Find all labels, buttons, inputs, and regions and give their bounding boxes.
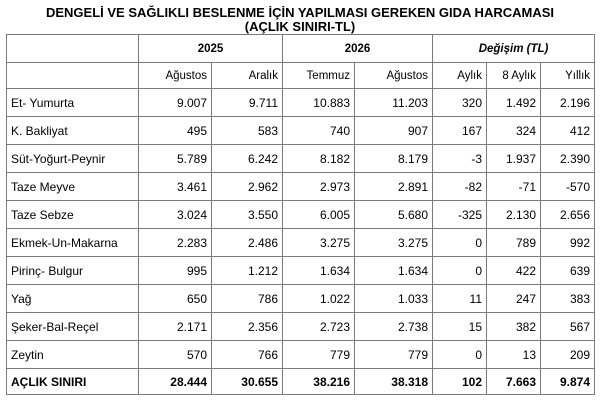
table-cell: -3 <box>433 145 487 173</box>
table-cell: 247 <box>487 285 541 313</box>
table-row <box>7 257 595 285</box>
table-cell: 992 <box>541 229 595 257</box>
row-label: Zeytin <box>7 341 139 369</box>
table-cell: 2.973 <box>283 173 355 201</box>
table-cell: 15 <box>433 313 487 341</box>
table-row <box>7 229 595 257</box>
table-cell: 5.789 <box>139 145 212 173</box>
table-cell: 639 <box>541 257 595 285</box>
row-label: Taze Meyve <box>7 173 139 201</box>
table-cell: 320 <box>433 89 487 117</box>
total-label: AÇLIK SINIRI <box>7 369 139 395</box>
table-cell: 2.196 <box>541 89 595 117</box>
table-cell: -325 <box>433 201 487 229</box>
row-label: Et- Yumurta <box>7 89 139 117</box>
table-cell: 786 <box>212 285 283 313</box>
table-cell: 6.005 <box>283 201 355 229</box>
title-line: DENGELİ VE SAĞLIKLI BESLENME İÇİN YAPILMASI GEREKEN GIDA HARCAMASI <box>45 5 554 20</box>
table-cell: 167 <box>433 117 487 145</box>
table-cell: 2.356 <box>212 313 283 341</box>
table-cell: 2.486 <box>212 229 283 257</box>
table-cell: -82 <box>433 173 487 201</box>
total-cell: 7.663 <box>487 369 541 395</box>
document <box>6 6 594 395</box>
table-cell: 3.024 <box>139 201 212 229</box>
table-cell: 1.492 <box>487 89 541 117</box>
table-cell: 10.883 <box>283 89 355 117</box>
column-header: Temmuz <box>283 63 355 89</box>
table-cell: 567 <box>541 313 595 341</box>
row-label: Ekmek-Un-Makarna <box>7 229 139 257</box>
table-cell: 650 <box>139 285 212 313</box>
row-label: Yağ <box>7 285 139 313</box>
table-cell: 3.275 <box>355 229 433 257</box>
table-cell: 570 <box>139 341 212 369</box>
row-label: Süt-Yoğurt-Peynir <box>7 145 139 173</box>
table-cell: 995 <box>139 257 212 285</box>
table-cell: 382 <box>487 313 541 341</box>
table-cell: 2.283 <box>139 229 212 257</box>
table-row <box>7 145 595 173</box>
subtitle-line: (AÇLIK SINIRI-TL) <box>244 19 356 34</box>
table-cell: 2.723 <box>283 313 355 341</box>
table-row <box>7 201 595 229</box>
header-row-years <box>7 35 595 63</box>
table-cell: 1.937 <box>487 145 541 173</box>
table-cell: 383 <box>541 285 595 313</box>
empty-label-cell <box>7 63 139 89</box>
table-cell: 583 <box>212 117 283 145</box>
table-cell: 8.179 <box>355 145 433 173</box>
column-header: 8 Aylık <box>487 63 541 89</box>
table-cell: 0 <box>433 257 487 285</box>
table-row <box>7 285 595 313</box>
table-cell: 11.203 <box>355 89 433 117</box>
table-cell: 1.634 <box>283 257 355 285</box>
column-header: Ağustos <box>139 63 212 89</box>
column-header: Ağustos <box>355 63 433 89</box>
table-row <box>7 313 595 341</box>
table-cell: 2.656 <box>541 201 595 229</box>
table-cell: 0 <box>433 229 487 257</box>
table-cell: -570 <box>541 173 595 201</box>
column-header: Aylık <box>433 63 487 89</box>
table-cell: 8.182 <box>283 145 355 173</box>
table-cell: 2.130 <box>487 201 541 229</box>
table-cell: 2.891 <box>355 173 433 201</box>
table-row <box>7 117 595 145</box>
table-cell: 907 <box>355 117 433 145</box>
table-cell: 3.550 <box>212 201 283 229</box>
table-cell: 13 <box>487 341 541 369</box>
row-label: Taze Sebze <box>7 201 139 229</box>
table-cell: -71 <box>487 173 541 201</box>
table-cell: 766 <box>212 341 283 369</box>
table-cell: 2.390 <box>541 145 595 173</box>
table-cell: 1.022 <box>283 285 355 313</box>
table-cell: 740 <box>283 117 355 145</box>
table-row <box>7 341 595 369</box>
table-cell: 9.007 <box>139 89 212 117</box>
table-cell: 789 <box>487 229 541 257</box>
table-cell: 2.171 <box>139 313 212 341</box>
row-label: K. Bakliyat <box>7 117 139 145</box>
total-cell: 9.874 <box>541 369 595 395</box>
column-header: Yıllık <box>541 63 595 89</box>
row-label: Şeker-Bal-Reçel <box>7 313 139 341</box>
total-cell: 38.216 <box>283 369 355 395</box>
header-row-months <box>7 63 595 89</box>
table-cell: 412 <box>541 117 595 145</box>
table-cell: 2.962 <box>212 173 283 201</box>
table-row <box>7 89 595 117</box>
table-cell: 1.212 <box>212 257 283 285</box>
table-cell: 1.033 <box>355 285 433 313</box>
table-cell: 6.242 <box>212 145 283 173</box>
table-cell: 324 <box>487 117 541 145</box>
food-expense-table <box>6 34 595 395</box>
total-row <box>7 369 595 395</box>
table-cell: 1.634 <box>355 257 433 285</box>
table-cell: 3.275 <box>283 229 355 257</box>
table-cell: 779 <box>283 341 355 369</box>
total-cell: 28.444 <box>139 369 212 395</box>
total-cell: 38.318 <box>355 369 433 395</box>
table-title <box>6 6 594 34</box>
table-cell: 0 <box>433 341 487 369</box>
row-label: Pirinç- Bulgur <box>7 257 139 285</box>
total-cell: 102 <box>433 369 487 395</box>
table-cell: 2.738 <box>355 313 433 341</box>
empty-corner-cell <box>7 35 139 63</box>
table-cell: 3.461 <box>139 173 212 201</box>
table-cell: 11 <box>433 285 487 313</box>
table-cell: 422 <box>487 257 541 285</box>
year-2026-header: 2026 <box>283 35 433 63</box>
table-cell: 495 <box>139 117 212 145</box>
total-cell: 30.655 <box>212 369 283 395</box>
table-cell: 9.711 <box>212 89 283 117</box>
table-cell: 779 <box>355 341 433 369</box>
table-row <box>7 173 595 201</box>
table-cell: 5.680 <box>355 201 433 229</box>
column-header: Aralık <box>212 63 283 89</box>
change-header: Değişim (TL) <box>433 35 595 63</box>
table-cell: 209 <box>541 341 595 369</box>
year-2025-header: 2025 <box>139 35 283 63</box>
